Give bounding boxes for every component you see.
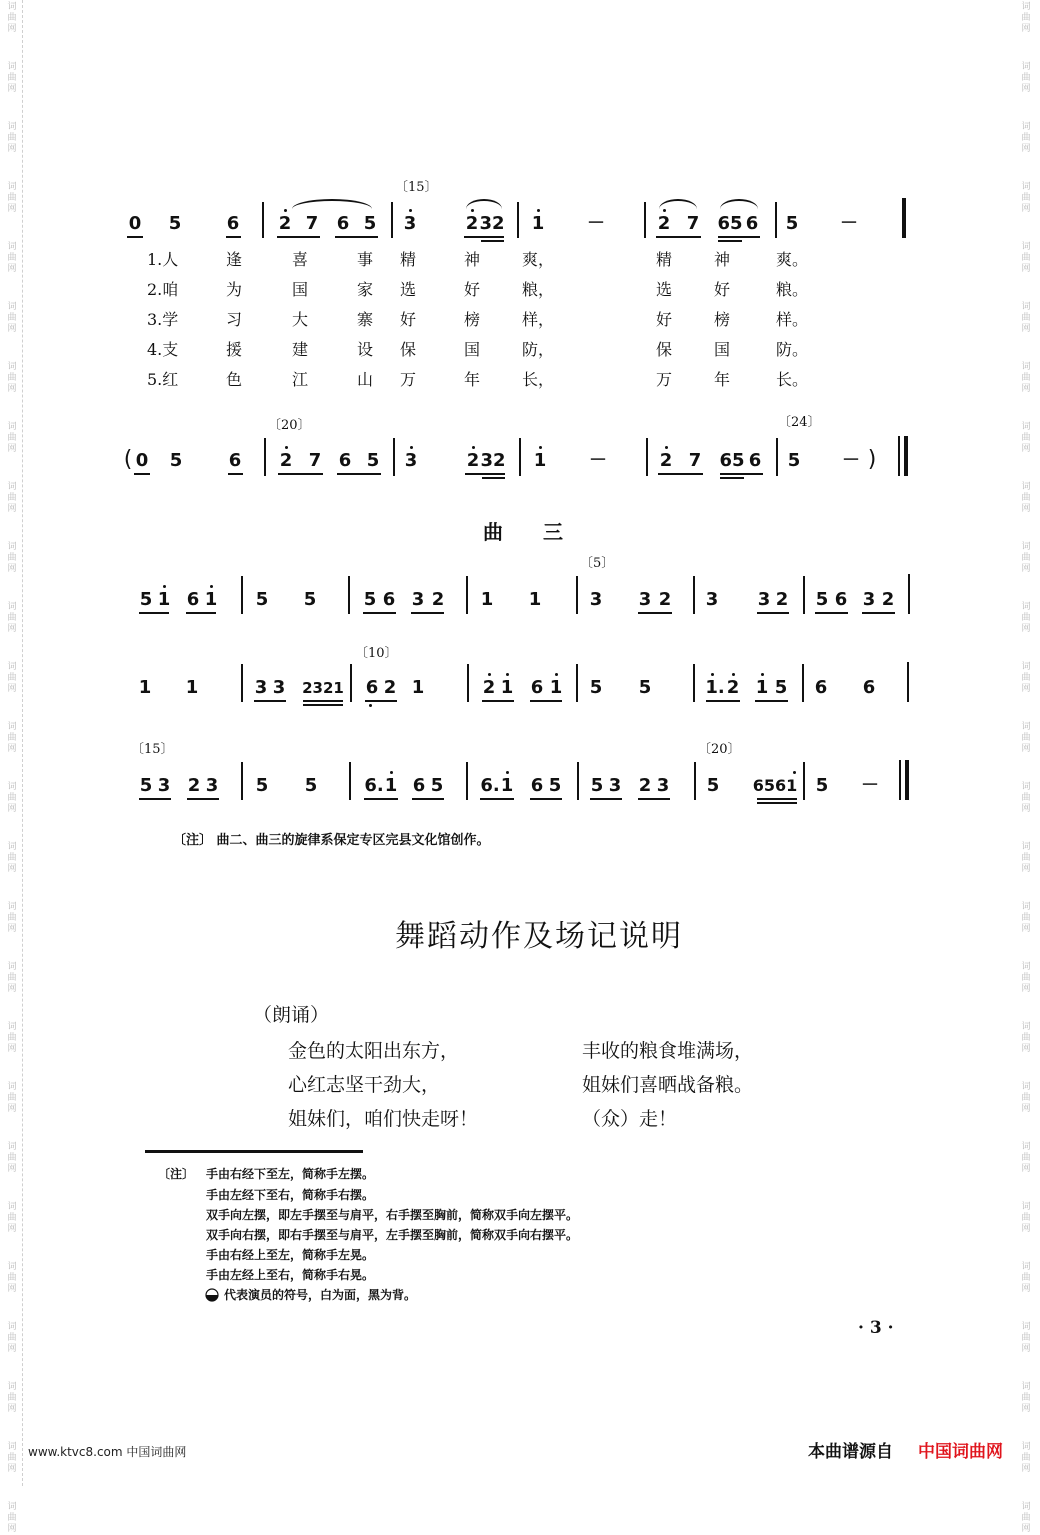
lyric-word: 榜	[463, 310, 481, 329]
note: －	[840, 213, 858, 234]
footnote-line: 代表演员的符号，白为面，黑为背。	[224, 1288, 417, 1302]
edge-watermark-mark: 词 曲 网	[7, 842, 17, 874]
edge-watermark-mark: 词 曲 网	[7, 662, 17, 694]
note: 2	[881, 589, 895, 610]
note: 1	[531, 213, 545, 234]
lyric-word: 色	[225, 370, 243, 389]
note: －	[587, 213, 605, 234]
note: 2	[278, 213, 292, 234]
note: 6	[382, 589, 396, 610]
recitation-label: （朗诵）	[253, 1004, 330, 1026]
recitation-line: 姐妹们喜晒战备粮。	[582, 1074, 754, 1096]
lyric-word: 国	[713, 340, 731, 359]
note: 7	[308, 450, 322, 471]
note: 5	[139, 775, 153, 796]
footnote-line: 手由右经下至左，简称手左摆。	[206, 1167, 375, 1181]
lyric-word: 国	[463, 340, 481, 359]
edge-watermark-mark: 词 曲 网	[1021, 1502, 1031, 1534]
underline	[757, 802, 797, 804]
edge-watermark-mark: 词 曲 网	[7, 1082, 17, 1114]
note: 5	[706, 775, 720, 796]
recitation-line: 丰收的粮食堆满场，	[582, 1040, 754, 1062]
lyric-word: 长。	[775, 370, 809, 389]
edge-watermark-mark: 词 曲 网	[7, 542, 17, 574]
note: 1	[480, 589, 494, 610]
note: 2	[279, 450, 293, 471]
lyric-word: 神	[463, 250, 481, 269]
note: 3	[205, 775, 219, 796]
note: 6	[226, 213, 240, 234]
note: 7	[686, 213, 700, 234]
measure-label: 〔24〕	[778, 415, 821, 430]
note: 3	[757, 589, 771, 610]
note: 6	[412, 775, 426, 796]
recitation-line: （众）走！	[582, 1108, 678, 1130]
note: 6561	[752, 776, 798, 795]
edge-watermark-mark: 词 曲 网	[1021, 482, 1031, 514]
lyric-word: 万	[655, 370, 673, 389]
edge-watermark-mark: 词 曲 网	[7, 2, 17, 34]
edge-watermark-mark: 词 曲 网	[7, 482, 17, 514]
lyric-word: 防，	[521, 340, 555, 359]
lyric-word: 江	[291, 370, 309, 389]
note: 1	[755, 677, 769, 698]
note: 1	[204, 589, 218, 610]
note: 2	[383, 677, 397, 698]
barline	[241, 762, 243, 800]
lyric-word: 长，	[521, 370, 555, 389]
note: 2	[187, 775, 201, 796]
edge-watermark-mark: 词 曲 网	[1021, 302, 1031, 334]
edge-watermark-mark: 词 曲 网	[1021, 602, 1031, 634]
lyric-word: 好	[713, 280, 731, 299]
underline	[139, 798, 171, 800]
edge-watermark-mark: 词 曲 网	[1021, 2, 1031, 34]
note: 5	[255, 589, 269, 610]
edge-watermark-mark: 词 曲 网	[1021, 962, 1031, 994]
measure-label: 〔15〕	[131, 742, 174, 757]
note: 5	[638, 677, 652, 698]
edge-watermark-mark: 词 曲 网	[7, 302, 17, 334]
note: 5	[774, 677, 788, 698]
note: 6	[814, 677, 828, 698]
lyric-word: 万	[399, 370, 417, 389]
underline	[480, 798, 514, 800]
lyric-verse-number: 3.学	[147, 310, 179, 329]
note: 6	[186, 589, 200, 610]
edge-watermark-mark: 词 曲 网	[7, 962, 17, 994]
lyric-word: 好	[463, 280, 481, 299]
note: 6.	[480, 775, 500, 796]
lyric-word: 事	[356, 250, 374, 269]
note: 65	[717, 213, 743, 234]
edge-watermark-mark: 词 曲 网	[1021, 422, 1031, 454]
note: 6	[748, 450, 762, 471]
edge-watermark-mark: 词 曲 网	[1021, 122, 1031, 154]
note: 2	[482, 677, 496, 698]
note: 1	[500, 677, 514, 698]
edge-watermark-mark: 词 曲 网	[1021, 362, 1031, 394]
lyric-verse-number: 4.支	[147, 340, 179, 359]
edge-watermark-mark: 词 曲 网	[7, 722, 17, 754]
note: 6.	[364, 775, 384, 796]
lyric-word: 精	[399, 250, 417, 269]
edge-watermark-mark: 词 曲 网	[7, 122, 17, 154]
performer-symbol-icon	[205, 1288, 219, 1302]
note: 5	[363, 589, 377, 610]
edge-watermark-mark: 词 曲 网	[7, 62, 17, 94]
edge-watermark-mark: 词 曲 网	[7, 1322, 17, 1354]
edge-watermark-mark: 词 曲 网	[7, 1502, 17, 1534]
measure-label: 〔10〕	[355, 646, 398, 661]
note: 1	[500, 775, 514, 796]
note: 2	[657, 213, 671, 234]
edge-watermark-mark: 词 曲 网	[7, 182, 17, 214]
note: 6	[530, 677, 544, 698]
note: 0	[128, 213, 142, 234]
high-dot	[506, 771, 509, 774]
note: 5	[139, 589, 153, 610]
edge-watermark-mark: 词 曲 网	[7, 1022, 17, 1054]
footnote-line: 手由左经上至右，简称手右晃。	[206, 1268, 375, 1282]
edge-watermark-mark: 词 曲 网	[1021, 1262, 1031, 1294]
note: 5	[363, 213, 377, 234]
underline	[187, 798, 219, 800]
note: 1	[185, 677, 199, 698]
edge-watermark-mark: 词 曲 网	[7, 1202, 17, 1234]
note: 32	[480, 450, 506, 471]
footnote-label: 〔注〕	[158, 1167, 195, 1181]
note: 3	[403, 213, 417, 234]
edge-watermark-mark: 词 曲 网	[1021, 782, 1031, 814]
lyric-word: 家	[356, 280, 374, 299]
note: 5	[548, 775, 562, 796]
edge-watermark-mark: 词 曲 网	[7, 362, 17, 394]
note: 32	[479, 213, 505, 234]
note: 2	[726, 677, 740, 698]
note: 5	[787, 450, 801, 471]
lyric-word: 大	[291, 310, 309, 329]
edge-watermark-mark: 词 曲 网	[7, 1442, 17, 1474]
note: 1.	[705, 677, 725, 698]
note: 7	[688, 450, 702, 471]
lyric-word: 山	[356, 370, 374, 389]
lyric-word: 爽，	[521, 250, 555, 269]
note: －	[861, 775, 879, 796]
lyric-word: 好	[655, 310, 673, 329]
lyric-word: 选	[655, 280, 673, 299]
lyric-word: 为	[225, 280, 243, 299]
edge-watermark-mark: 词 曲 网	[1021, 722, 1031, 754]
note: 2	[775, 589, 789, 610]
lyric-word: 保	[655, 340, 673, 359]
note: 5	[255, 775, 269, 796]
high-dot	[390, 771, 393, 774]
edge-watermark-mark: 词 曲 网	[7, 602, 17, 634]
measure-label: 〔5〕	[580, 556, 615, 571]
edge-watermark-mark: 词 曲 网	[7, 422, 17, 454]
note: 1	[411, 677, 425, 698]
edge-watermark-mark: 词 曲 网	[7, 1382, 17, 1414]
edge-watermark-mark: 词 曲 网	[1021, 1442, 1031, 1474]
note: 3	[254, 677, 268, 698]
measure-label: 〔20〕	[698, 742, 741, 757]
lyric-word: 年	[713, 370, 731, 389]
note: 5	[168, 213, 182, 234]
lyric-word: 粮。	[775, 280, 809, 299]
lyric-word: 榜	[713, 310, 731, 329]
edge-watermark-mark: 词 曲 网	[1021, 1142, 1031, 1174]
note: 3	[404, 450, 418, 471]
note: 5	[589, 677, 603, 698]
lyric-verse-number: 1.人	[147, 250, 179, 269]
edge-watermark-mark: 词 曲 网	[1021, 182, 1031, 214]
note: 2	[465, 213, 479, 234]
note: 5	[169, 450, 183, 471]
source-site: 中国词曲网	[918, 1442, 1003, 1462]
note: 1	[528, 589, 542, 610]
lyric-word: 粮，	[521, 280, 555, 299]
note: 3	[862, 589, 876, 610]
note: 6	[336, 213, 350, 234]
note: 1	[533, 450, 547, 471]
note: 5	[815, 775, 829, 796]
note: 3	[656, 775, 670, 796]
recitation-line: 金色的太阳出东方，	[288, 1040, 460, 1062]
note: 7	[305, 213, 319, 234]
edge-watermark-mark: 词 曲 网	[1021, 902, 1031, 934]
underline	[757, 798, 797, 800]
high-dot	[793, 771, 796, 774]
note: 5	[366, 450, 380, 471]
edge-watermark-mark: 词 曲 网	[1021, 62, 1031, 94]
note: 6	[338, 450, 352, 471]
edge-watermark-mark: 词 曲 网	[1021, 542, 1031, 574]
edge-watermark-mark: 词 曲 网	[7, 902, 17, 934]
note: 6	[365, 677, 379, 698]
note: 2	[638, 775, 652, 796]
lyric-word: 逢	[225, 250, 243, 269]
note: 6	[862, 677, 876, 698]
edge-watermark-mark: 词 曲 网	[1021, 662, 1031, 694]
barline	[466, 762, 468, 800]
measure-label: 〔15〕	[395, 180, 438, 195]
lyric-word: 习	[225, 310, 243, 329]
footnote-line: 双手向左摆，即左手摆至与肩平，右手摆至胸前，简称双手向左摆平。	[206, 1208, 579, 1222]
footnote-rule	[145, 1150, 363, 1153]
lyric-word: 爽。	[775, 250, 809, 269]
note: 1	[138, 677, 152, 698]
note: 3	[608, 775, 622, 796]
note: 2	[658, 589, 672, 610]
lyric-word: 喜	[291, 250, 309, 269]
lyric-word: 建	[291, 340, 309, 359]
lyric-word: 保	[399, 340, 417, 359]
note: 6	[530, 775, 544, 796]
lyric-word: 好	[399, 310, 417, 329]
note: 6	[745, 213, 759, 234]
lyric-verse-number: 5.红	[147, 370, 179, 389]
footnote-line: 手由右经上至左，简称手左晃。	[206, 1248, 375, 1262]
note: 3	[157, 775, 171, 796]
lyric-word: 年	[463, 370, 481, 389]
edge-watermark-mark: 词 曲 网	[1021, 1322, 1031, 1354]
note: －	[589, 450, 607, 471]
end-barline	[905, 760, 909, 800]
lyric-word: 寨	[356, 310, 374, 329]
note: 1	[157, 589, 171, 610]
lyric-word: 选	[399, 280, 417, 299]
lyric-verse-number: 2.咱	[147, 280, 179, 299]
edge-watermark-mark: 词 曲 网	[7, 782, 17, 814]
lyric-word: 设	[356, 340, 374, 359]
note: 2321	[302, 679, 344, 697]
note: 2	[431, 589, 445, 610]
note: 1	[549, 677, 563, 698]
underline	[530, 798, 562, 800]
note: 3	[411, 589, 425, 610]
note: 5	[303, 589, 317, 610]
lyric-word: 防。	[775, 340, 809, 359]
lyric-word: 样。	[775, 310, 809, 329]
underline	[364, 798, 398, 800]
note: 5	[590, 775, 604, 796]
composition-note: 〔注〕 曲二、曲三的旋律系保定专区完县文化馆创作。	[173, 833, 490, 848]
edge-watermark-mark: 词 曲 网	[1021, 1082, 1031, 1114]
note: 5	[304, 775, 318, 796]
note: 3	[638, 589, 652, 610]
barline	[577, 762, 579, 800]
note: 5	[815, 589, 829, 610]
barline	[899, 760, 901, 800]
recitation-line: 心红志坚干劲大，	[288, 1074, 441, 1096]
site-watermark: www.ktvc8.com 中国词曲网	[28, 1445, 187, 1459]
section-heading-qu3: 曲三	[483, 520, 603, 544]
note: －	[842, 450, 860, 471]
edge-watermark-mark: 词 曲 网	[1021, 1202, 1031, 1234]
section-title: 舞蹈动作及场记说明	[395, 919, 683, 954]
barline	[694, 762, 696, 800]
edge-watermark-mark: 词 曲 网	[1021, 1382, 1031, 1414]
edge-watermark-mark: 词 曲 网	[7, 1262, 17, 1294]
footnote-line: 双手向右摆，即右手摆至与肩平，左手摆至胸前，简称双手向右摆平。	[206, 1228, 579, 1242]
barline	[803, 762, 805, 800]
note: 1	[384, 775, 398, 796]
lyric-word: 精	[655, 250, 673, 269]
edge-watermark-mark: 词 曲 网	[1021, 842, 1031, 874]
footnote-line: 手由左经下至右，简称手右摆。	[206, 1188, 375, 1202]
source-label: 本曲谱源自	[808, 1442, 893, 1462]
close-paren: )	[867, 447, 877, 472]
note: 5	[430, 775, 444, 796]
note: 65	[719, 450, 745, 471]
note: 3	[589, 589, 603, 610]
note: 5	[785, 213, 799, 234]
lyric-word: 援	[225, 340, 243, 359]
underline	[590, 798, 622, 800]
edge-watermark-mark: 词 曲 网	[1021, 1022, 1031, 1054]
note: 0	[135, 450, 149, 471]
note: 3	[272, 677, 286, 698]
underline	[638, 798, 670, 800]
lyric-word: 样，	[521, 310, 555, 329]
edge-watermark-mark: 词 曲 网	[7, 1142, 17, 1174]
note: 2	[659, 450, 673, 471]
edge-watermark-mark: 词 曲 网	[1021, 242, 1031, 274]
edge-watermark-mark: 词 曲 网	[7, 242, 17, 274]
page-number: · 3 ·	[858, 1318, 894, 1338]
recitation-line: 姐妹们，咱们快走呀！	[288, 1108, 479, 1130]
note: 6	[834, 589, 848, 610]
open-paren: (	[123, 447, 133, 472]
lyric-word: 神	[713, 250, 731, 269]
note: 3	[705, 589, 719, 610]
note: 2	[466, 450, 480, 471]
underline	[412, 798, 444, 800]
barline	[349, 762, 351, 800]
note: 6	[228, 450, 242, 471]
measure-label: 〔20〕	[268, 418, 311, 433]
lyric-word: 国	[291, 280, 309, 299]
